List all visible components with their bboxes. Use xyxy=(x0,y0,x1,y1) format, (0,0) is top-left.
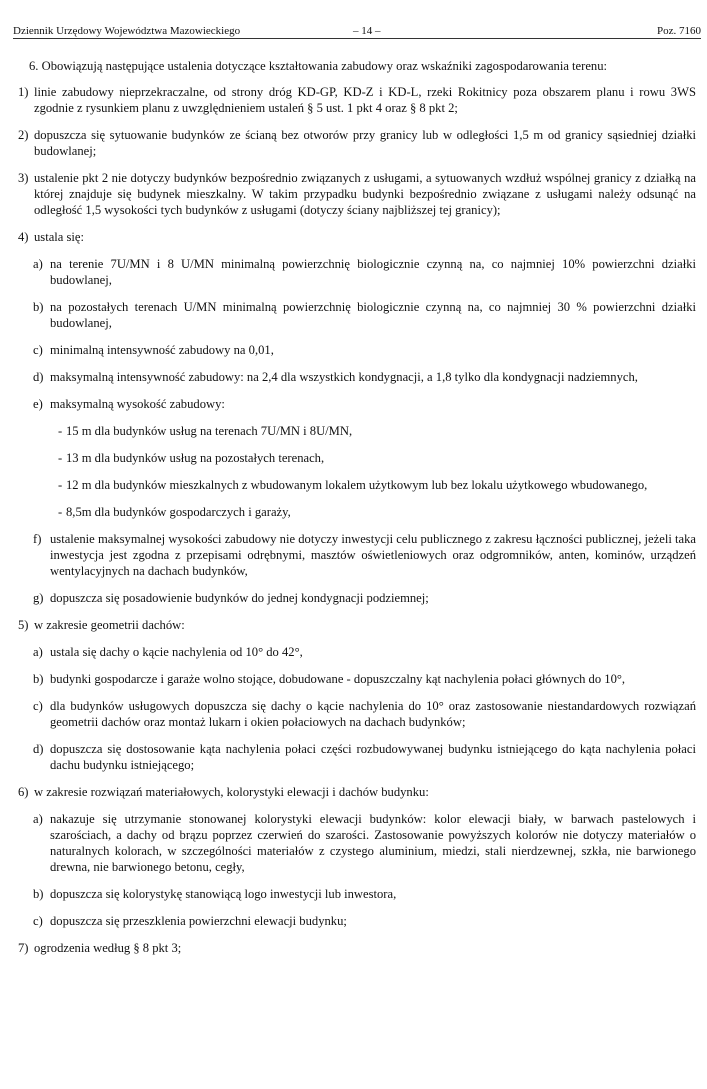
dash-bullet: - xyxy=(58,505,63,519)
item-letter: f) xyxy=(33,532,42,546)
item-text: na pozostałych terenach U/MN minimalną powierzchnię biologicznie czynną na, co najmniej 30 % powierzchni działki budowlanej, xyxy=(50,300,696,330)
item-number: 6) xyxy=(18,785,29,799)
page-number: – 14 – xyxy=(353,25,381,37)
item-letter: d) xyxy=(33,370,44,384)
sublist-item-5d xyxy=(13,741,696,773)
dash-item xyxy=(13,450,696,466)
item-text: ustala się: xyxy=(34,230,85,244)
item-text: 15 m dla budynków usług na terenach 7U/MN i 8U/MN, xyxy=(66,424,353,438)
item-text: budynki gospodarcze i garaże wolno stojące, dobudowane - dopuszczalny kąt nachylenia połaci głównych do 10°, xyxy=(50,672,626,686)
journal-title: Dziennik Urzędowy Województwa Mazowieckiego xyxy=(13,25,241,37)
item-text: minimalną intensywność zabudowy na 0,01, xyxy=(50,343,274,357)
item-text: na terenie 7U/MN i 8 U/MN minimalną powierzchnię biologicznie czynną na, co najmniej 10% powierzchni działki budowlanej, xyxy=(50,257,696,287)
item-number: 7) xyxy=(18,941,29,955)
paragraph-intro: 6. Obowiązują następujące ustalenia dotyczące kształtowania zabudowy oraz wskaźniki zagospodarowania terenu: xyxy=(29,59,608,73)
sublist-item-6c xyxy=(13,913,696,929)
item-letter: a) xyxy=(33,257,43,271)
list-item-7 xyxy=(13,940,696,956)
list-item-5 xyxy=(13,617,696,633)
list-item-1 xyxy=(13,84,696,116)
item-text: ustalenie maksymalnej wysokości zabudowy nie dotyczy inwestycji celu publicznego z zakresu łączności publicznej, jeżeli taka inwestycja jest zgodna z przepisami odrębnymi, masztów oświetleniowych oraz odgromników, anten, kominów, urządzeń wentylacyjnych na dachach budynków, xyxy=(50,532,696,578)
item-text: dopuszcza się przeszklenia powierzchni elewacji budynku; xyxy=(50,914,347,928)
sublist-item-6a xyxy=(13,811,696,875)
item-letter: g) xyxy=(33,591,44,605)
item-letter: e) xyxy=(33,397,43,411)
item-letter: b) xyxy=(33,887,44,901)
item-letter: c) xyxy=(33,699,43,713)
dash-bullet: - xyxy=(58,424,63,438)
sublist-item-6b xyxy=(13,886,696,902)
item-text: w zakresie rozwiązań materiałowych, kolorystyki elewacji i dachów budynku: xyxy=(34,785,429,799)
page-header xyxy=(13,24,701,39)
item-number: 4) xyxy=(18,230,29,244)
item-letter: b) xyxy=(33,672,44,686)
item-letter: c) xyxy=(33,914,43,928)
item-text: w zakresie geometrii dachów: xyxy=(34,618,185,632)
dash-item xyxy=(13,477,696,493)
item-text: maksymalną wysokość zabudowy: xyxy=(50,397,225,411)
item-text: maksymalną intensywność zabudowy: na 2,4 dla wszystkich kondygnacji, a 1,8 tylko dla kondygnacji nadziemnych, xyxy=(50,370,638,384)
sublist-item-4d xyxy=(13,369,696,385)
sublist-item-4a xyxy=(13,256,696,288)
item-text: ustala się dachy o kącie nachylenia od 10° do 42°, xyxy=(50,645,303,659)
item-text: dopuszcza się kolorystykę stanowiącą logo inwestycji lub inwestora, xyxy=(50,887,397,901)
sublist-item-5a xyxy=(13,644,696,660)
item-text: linie zabudowy nieprzekraczalne, od strony dróg KD-GP, KD-Z i KD-L, rzeki Rokitnicy poza obszarem planu i rowu 3WS zgodnie z rysunkiem planu z uwzględnieniem ustaleń § 5 ust. 1 pkt 4 oraz § 8 pkt 2; xyxy=(34,85,696,115)
item-letter: d) xyxy=(33,742,44,756)
item-letter: a) xyxy=(33,645,43,659)
item-number: 2) xyxy=(18,128,29,142)
sublist-item-5c xyxy=(13,698,696,730)
list-item-4 xyxy=(13,229,696,245)
item-text: 12 m dla budynków mieszkalnych z wbudowanym lokalem użytkowym lub bez lokalu użytkowego wbudowanego, xyxy=(66,478,648,492)
list-item-6 xyxy=(13,784,696,800)
list-item-3 xyxy=(13,170,696,218)
dash-item xyxy=(13,423,696,439)
item-text: dopuszcza się dostosowanie kąta nachylenia połaci części rozbudowywanej budynku istniejącego do kąta nachylenia połaci dachu budynku istniejącego; xyxy=(50,742,696,772)
item-letter: c) xyxy=(33,343,43,357)
item-text: dopuszcza się sytuowanie budynków ze ścianą bez otworów przy granicy lub w odległości 1,5 m od granicy sąsiedniej działki budowlanej; xyxy=(34,128,696,158)
item-text: ogrodzenia według § 8 pkt 3; xyxy=(34,941,182,955)
item-text: nakazuje się utrzymanie stonowanej kolorystyki elewacji budynków: kolor elewacji biały, w barwach pastelowych i szarościach, a dachy od brązu poprzez czerwień do szarości. Zastosowanie powyższych kolorów nie dotyczy materiałów o naturalnych kolorach, w szczególności materiałów z czystego aluminium, miedzi, stali nierdzewnej, szkła, nie barwionego drewna, nie barwionego betonu, cegły, xyxy=(50,812,696,874)
item-text: 13 m dla budynków usług na pozostałych terenach, xyxy=(66,451,325,465)
dash-bullet: - xyxy=(58,478,63,492)
document-body xyxy=(13,58,696,967)
sublist-item-4f xyxy=(13,531,696,579)
list-item-2 xyxy=(13,127,696,159)
item-letter: b) xyxy=(33,300,44,314)
sublist-item-5b xyxy=(13,671,696,687)
dash-item xyxy=(13,504,696,520)
item-number: 3) xyxy=(18,171,29,185)
sublist-item-4b xyxy=(13,299,696,331)
item-number: 1) xyxy=(18,85,29,99)
sublist-item-4c xyxy=(13,342,696,358)
item-number: 5) xyxy=(18,618,29,632)
item-text: ustalenie pkt 2 nie dotyczy budynków bezpośrednio związanych z usługami, a sytuowanych wzdłuż wspólnej granicy z działką na której znajduje się budynek mieszkalny. W takim przypadku budynki bezpośrednio związane z usługami należy odsunąć na odległość 1,5 wysokości tych budynków z usługami (dotyczy ściany najbliższej tej granicy); xyxy=(34,171,696,217)
sublist-item-4g xyxy=(13,590,696,606)
item-text: dopuszcza się posadowienie budynków do jednej kondygnacji podziemnej; xyxy=(50,591,429,605)
item-text: 8,5m dla budynków gospodarczych i garaży, xyxy=(66,505,291,519)
sublist-item-4e xyxy=(13,396,696,412)
position-number: Poz. 7160 xyxy=(657,25,701,37)
item-letter: a) xyxy=(33,812,43,826)
dash-bullet: - xyxy=(58,451,63,465)
item-text: dla budynków usługowych dopuszcza się dachy o kącie nachylenia do 10° oraz zastosowanie niestandardowych rozwiązań geometrii dachów oraz montaż lukarn i okien połaciowych na dachach budynków; xyxy=(50,699,696,729)
